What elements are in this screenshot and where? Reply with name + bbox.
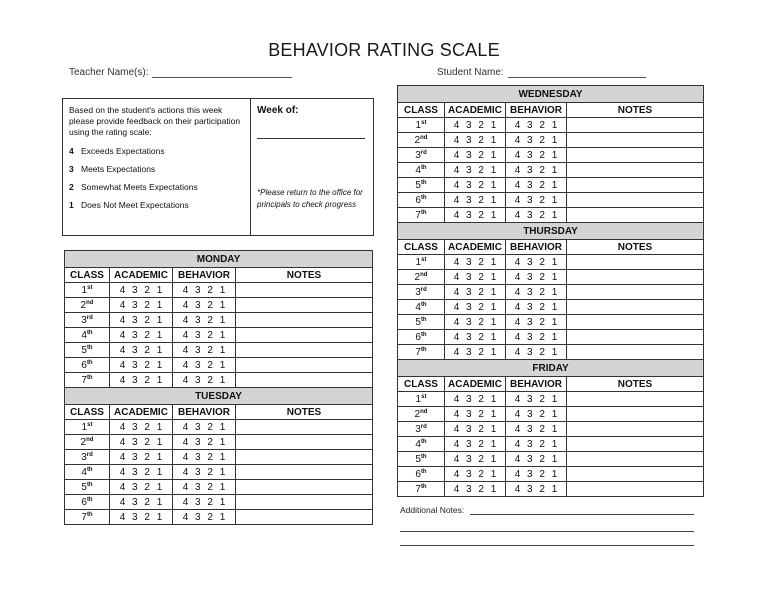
class-row xyxy=(65,480,373,495)
notes-cell[interactable] xyxy=(236,298,373,313)
academic-rating-cell[interactable]: 4 3 2 1 xyxy=(445,422,506,437)
class-column-header: CLASS xyxy=(398,377,445,392)
notes-cell[interactable] xyxy=(567,285,704,300)
class-period-cell: 5th xyxy=(65,343,110,358)
day-table xyxy=(397,85,704,497)
academic-rating-cell[interactable]: 4 3 2 1 xyxy=(445,118,506,133)
class-period-cell: 7th xyxy=(398,208,445,223)
notes-cell[interactable] xyxy=(567,330,704,345)
class-row xyxy=(398,178,704,193)
behavior-rating-cell[interactable]: 4 3 2 1 xyxy=(506,345,567,360)
notes-cell[interactable] xyxy=(567,452,704,467)
academic-column-header: ACADEMIC xyxy=(445,240,506,255)
notes-cell[interactable] xyxy=(236,480,373,495)
class-row xyxy=(398,148,704,163)
additional-notes-line[interactable] xyxy=(470,514,694,515)
class-period-cell: 4th xyxy=(65,328,110,343)
behavior-rating-cell[interactable]: 4 3 2 1 xyxy=(506,118,567,133)
notes-cell[interactable] xyxy=(567,133,704,148)
notes-cell[interactable] xyxy=(567,208,704,223)
academic-rating-cell[interactable]: 4 3 2 1 xyxy=(110,480,173,495)
class-row xyxy=(65,373,373,388)
class-row xyxy=(398,163,704,178)
rating-info-box xyxy=(62,98,374,236)
behavior-rating-cell[interactable]: 4 3 2 1 xyxy=(506,178,567,193)
notes-cell[interactable] xyxy=(236,465,373,480)
class-period-cell: 7th xyxy=(398,345,445,360)
academic-rating-cell[interactable]: 4 3 2 1 xyxy=(110,450,173,465)
scale-item: 2 Somewhat Meets Expectations xyxy=(69,182,198,192)
academic-rating-cell[interactable]: 4 3 2 1 xyxy=(445,163,506,178)
class-row xyxy=(398,285,704,300)
class-period-cell: 2nd xyxy=(398,270,445,285)
class-period-cell: 4th xyxy=(398,437,445,452)
class-period-cell: 5th xyxy=(398,315,445,330)
class-period-cell: 6th xyxy=(398,330,445,345)
class-row xyxy=(398,270,704,285)
notes-cell[interactable] xyxy=(567,437,704,452)
class-row xyxy=(398,482,704,497)
class-period-cell: 4th xyxy=(65,465,110,480)
notes-cell[interactable] xyxy=(236,435,373,450)
academic-rating-cell[interactable]: 4 3 2 1 xyxy=(445,330,506,345)
teacher-name-line[interactable] xyxy=(152,68,292,78)
behavior-rating-cell[interactable]: 4 3 2 1 xyxy=(173,298,236,313)
class-row xyxy=(65,450,373,465)
notes-cell[interactable] xyxy=(236,420,373,435)
academic-rating-cell[interactable]: 4 3 2 1 xyxy=(445,300,506,315)
academic-rating-cell[interactable]: 4 3 2 1 xyxy=(445,345,506,360)
notes-cell[interactable] xyxy=(236,283,373,298)
class-period-cell: 7th xyxy=(398,482,445,497)
behavior-rating-cell[interactable]: 4 3 2 1 xyxy=(173,480,236,495)
tuesday-header: TUESDAY xyxy=(65,388,373,405)
behavior-column-header: BEHAVIOR xyxy=(173,268,236,283)
academic-rating-cell[interactable]: 4 3 2 1 xyxy=(445,133,506,148)
behavior-rating-cell[interactable]: 4 3 2 1 xyxy=(173,510,236,525)
class-period-cell: 2nd xyxy=(65,435,110,450)
academic-column-header: ACADEMIC xyxy=(445,103,506,118)
behavior-rating-cell[interactable]: 4 3 2 1 xyxy=(173,450,236,465)
class-row xyxy=(65,420,373,435)
class-period-cell: 5th xyxy=(65,480,110,495)
notes-cell[interactable] xyxy=(567,255,704,270)
rating-scale-panel xyxy=(63,99,251,235)
academic-rating-cell[interactable]: 4 3 2 1 xyxy=(445,148,506,163)
notes-cell[interactable] xyxy=(236,343,373,358)
notes-column-header: NOTES xyxy=(567,240,704,255)
teacher-name-field[interactable] xyxy=(69,67,292,78)
notes-cell[interactable] xyxy=(236,373,373,388)
academic-rating-cell[interactable]: 4 3 2 1 xyxy=(445,437,506,452)
behavior-rating-cell[interactable]: 4 3 2 1 xyxy=(173,373,236,388)
behavior-rating-cell[interactable]: 4 3 2 1 xyxy=(506,482,567,497)
behavior-rating-cell[interactable]: 4 3 2 1 xyxy=(506,255,567,270)
academic-rating-cell[interactable]: 4 3 2 1 xyxy=(110,298,173,313)
behavior-rating-cell[interactable]: 4 3 2 1 xyxy=(506,330,567,345)
behavior-column-header: BEHAVIOR xyxy=(506,103,567,118)
class-period-cell: 2nd xyxy=(398,407,445,422)
additional-notes-line[interactable] xyxy=(400,545,694,546)
class-row xyxy=(65,343,373,358)
behavior-column-header: BEHAVIOR xyxy=(173,405,236,420)
behavior-rating-cell[interactable]: 4 3 2 1 xyxy=(506,270,567,285)
academic-rating-cell[interactable]: 4 3 2 1 xyxy=(445,255,506,270)
academic-rating-cell[interactable]: 4 3 2 1 xyxy=(445,482,506,497)
behavior-rating-cell[interactable]: 4 3 2 1 xyxy=(506,437,567,452)
class-row xyxy=(398,407,704,422)
class-row xyxy=(65,313,373,328)
notes-cell[interactable] xyxy=(567,163,704,178)
notes-cell[interactable] xyxy=(567,345,704,360)
class-period-cell: 4th xyxy=(398,300,445,315)
rating-intro: Based on the student's actions this week please provide feedback on their participation using the rating scale: xyxy=(69,105,241,137)
class-period-cell: 3rd xyxy=(398,422,445,437)
academic-rating-cell[interactable]: 4 3 2 1 xyxy=(110,495,173,510)
notes-cell[interactable] xyxy=(567,422,704,437)
behavior-rating-cell[interactable]: 4 3 2 1 xyxy=(506,407,567,422)
return-note: *Please return to the office for principals to check progress xyxy=(257,188,363,209)
notes-column-header: NOTES xyxy=(567,377,704,392)
academic-rating-cell[interactable]: 4 3 2 1 xyxy=(445,407,506,422)
class-row xyxy=(398,345,704,360)
class-row xyxy=(398,300,704,315)
week-panel xyxy=(252,99,373,235)
class-row xyxy=(65,328,373,343)
student-name-line[interactable] xyxy=(508,68,646,78)
behavior-rating-cell[interactable]: 4 3 2 1 xyxy=(506,148,567,163)
behavior-rating-cell[interactable]: 4 3 2 1 xyxy=(173,328,236,343)
scale-item: 3 Meets Expectations xyxy=(69,164,156,174)
class-row xyxy=(398,392,704,407)
academic-rating-cell[interactable]: 4 3 2 1 xyxy=(110,373,173,388)
behavior-column-header: BEHAVIOR xyxy=(506,240,567,255)
behavior-rating-cell[interactable]: 4 3 2 1 xyxy=(506,133,567,148)
behavior-rating-cell[interactable]: 4 3 2 1 xyxy=(173,495,236,510)
notes-cell[interactable] xyxy=(567,178,704,193)
class-period-cell: 4th xyxy=(398,163,445,178)
class-row xyxy=(398,315,704,330)
academic-rating-cell[interactable]: 4 3 2 1 xyxy=(110,313,173,328)
behavior-rating-cell[interactable]: 4 3 2 1 xyxy=(506,422,567,437)
class-period-cell: 3rd xyxy=(398,148,445,163)
notes-column-header: NOTES xyxy=(236,405,373,420)
class-row xyxy=(65,358,373,373)
academic-rating-cell[interactable]: 4 3 2 1 xyxy=(110,435,173,450)
class-period-cell: 5th xyxy=(398,452,445,467)
behavior-rating-cell[interactable]: 4 3 2 1 xyxy=(506,315,567,330)
wed-thu-fri-block xyxy=(397,85,704,497)
class-period-cell: 1st xyxy=(65,420,110,435)
academic-column-header: ACADEMIC xyxy=(110,405,173,420)
behavior-rating-cell[interactable]: 4 3 2 1 xyxy=(173,343,236,358)
notes-cell[interactable] xyxy=(567,467,704,482)
class-period-cell: 3rd xyxy=(65,450,110,465)
behavior-rating-cell[interactable]: 4 3 2 1 xyxy=(506,208,567,223)
academic-rating-cell[interactable]: 4 3 2 1 xyxy=(110,328,173,343)
class-period-cell: 1st xyxy=(398,118,445,133)
behavior-rating-cell[interactable]: 4 3 2 1 xyxy=(173,435,236,450)
day-table xyxy=(64,250,373,525)
academic-rating-cell[interactable]: 4 3 2 1 xyxy=(445,270,506,285)
class-column-header: CLASS xyxy=(65,405,110,420)
academic-column-header: ACADEMIC xyxy=(110,268,173,283)
academic-rating-cell[interactable]: 4 3 2 1 xyxy=(445,452,506,467)
class-row xyxy=(398,452,704,467)
notes-column-header: NOTES xyxy=(567,103,704,118)
class-row xyxy=(398,467,704,482)
class-row xyxy=(65,435,373,450)
class-row xyxy=(65,495,373,510)
class-row xyxy=(398,193,704,208)
notes-cell[interactable] xyxy=(567,118,704,133)
behavior-rating-cell[interactable]: 4 3 2 1 xyxy=(173,465,236,480)
class-period-cell: 2nd xyxy=(398,133,445,148)
behavior-rating-cell[interactable]: 4 3 2 1 xyxy=(173,358,236,373)
class-period-cell: 6th xyxy=(65,358,110,373)
notes-cell[interactable] xyxy=(567,407,704,422)
notes-cell[interactable] xyxy=(236,313,373,328)
academic-rating-cell[interactable]: 4 3 2 1 xyxy=(110,465,173,480)
class-period-cell: 5th xyxy=(398,178,445,193)
academic-rating-cell[interactable]: 4 3 2 1 xyxy=(110,420,173,435)
behavior-rating-cell[interactable]: 4 3 2 1 xyxy=(173,283,236,298)
academic-column-header: ACADEMIC xyxy=(445,377,506,392)
class-period-cell: 6th xyxy=(65,495,110,510)
behavior-rating-cell[interactable]: 4 3 2 1 xyxy=(506,300,567,315)
behavior-rating-cell[interactable]: 4 3 2 1 xyxy=(506,285,567,300)
class-period-cell: 2nd xyxy=(65,298,110,313)
class-row xyxy=(65,510,373,525)
thursday-header: THURSDAY xyxy=(398,223,704,240)
class-row xyxy=(398,118,704,133)
class-row xyxy=(65,283,373,298)
student-name-field[interactable] xyxy=(437,67,646,78)
notes-column-header: NOTES xyxy=(236,268,373,283)
academic-rating-cell[interactable]: 4 3 2 1 xyxy=(445,392,506,407)
class-period-cell: 6th xyxy=(398,467,445,482)
behavior-rating-cell[interactable]: 4 3 2 1 xyxy=(173,420,236,435)
class-row xyxy=(398,208,704,223)
academic-rating-cell[interactable]: 4 3 2 1 xyxy=(445,193,506,208)
class-period-cell: 6th xyxy=(398,193,445,208)
academic-rating-cell[interactable]: 4 3 2 1 xyxy=(445,178,506,193)
class-row xyxy=(398,437,704,452)
class-row xyxy=(65,465,373,480)
class-column-header: CLASS xyxy=(398,240,445,255)
additional-notes-line[interactable] xyxy=(400,531,694,532)
notes-cell[interactable] xyxy=(236,328,373,343)
notes-cell[interactable] xyxy=(567,392,704,407)
teacher-name-label: Teacher Name(s): xyxy=(69,67,149,78)
week-of-line[interactable] xyxy=(257,138,365,139)
academic-rating-cell[interactable]: 4 3 2 1 xyxy=(445,315,506,330)
class-period-cell: 3rd xyxy=(398,285,445,300)
academic-rating-cell[interactable]: 4 3 2 1 xyxy=(110,510,173,525)
behavior-rating-cell[interactable]: 4 3 2 1 xyxy=(506,163,567,178)
notes-cell[interactable] xyxy=(236,510,373,525)
friday-header: FRIDAY xyxy=(398,360,704,377)
behavior-column-header: BEHAVIOR xyxy=(506,377,567,392)
monday-header: MONDAY xyxy=(65,251,373,268)
notes-cell[interactable] xyxy=(236,450,373,465)
class-row xyxy=(398,133,704,148)
class-period-cell: 1st xyxy=(398,392,445,407)
academic-rating-cell[interactable]: 4 3 2 1 xyxy=(445,285,506,300)
class-period-cell: 3rd xyxy=(65,313,110,328)
academic-rating-cell[interactable]: 4 3 2 1 xyxy=(110,343,173,358)
class-row xyxy=(398,330,704,345)
scale-item: 1 Does Not Meet Expectations xyxy=(69,200,189,210)
week-of-label: Week of: xyxy=(257,105,299,116)
academic-rating-cell[interactable]: 4 3 2 1 xyxy=(445,467,506,482)
page-title: BEHAVIOR RATING SCALE xyxy=(268,40,500,60)
scale-item: 4 Exceeds Expectations xyxy=(69,146,165,156)
class-row xyxy=(398,255,704,270)
behavior-rating-cell[interactable]: 4 3 2 1 xyxy=(506,193,567,208)
notes-cell[interactable] xyxy=(236,495,373,510)
notes-cell[interactable] xyxy=(567,482,704,497)
notes-cell[interactable] xyxy=(567,193,704,208)
additional-notes-label: Additional Notes: xyxy=(400,505,465,515)
class-row xyxy=(65,298,373,313)
notes-cell[interactable] xyxy=(236,358,373,373)
notes-cell[interactable] xyxy=(567,148,704,163)
class-period-cell: 7th xyxy=(65,373,110,388)
class-period-cell: 1st xyxy=(398,255,445,270)
behavior-rating-cell[interactable]: 4 3 2 1 xyxy=(506,452,567,467)
class-period-cell: 7th xyxy=(65,510,110,525)
behavior-rating-cell[interactable]: 4 3 2 1 xyxy=(506,392,567,407)
notes-cell[interactable] xyxy=(567,270,704,285)
academic-rating-cell[interactable]: 4 3 2 1 xyxy=(110,358,173,373)
class-period-cell: 1st xyxy=(65,283,110,298)
student-name-label: Student Name: xyxy=(437,67,504,78)
behavior-rating-cell[interactable]: 4 3 2 1 xyxy=(173,313,236,328)
class-column-header: CLASS xyxy=(398,103,445,118)
class-column-header: CLASS xyxy=(65,268,110,283)
behavior-rating-cell[interactable]: 4 3 2 1 xyxy=(506,467,567,482)
class-row xyxy=(398,422,704,437)
notes-cell[interactable] xyxy=(567,300,704,315)
academic-rating-cell[interactable]: 4 3 2 1 xyxy=(110,283,173,298)
wednesday-header: WEDNESDAY xyxy=(398,86,704,103)
academic-rating-cell[interactable]: 4 3 2 1 xyxy=(445,208,506,223)
notes-cell[interactable] xyxy=(567,315,704,330)
monday-tuesday-block xyxy=(64,250,373,525)
